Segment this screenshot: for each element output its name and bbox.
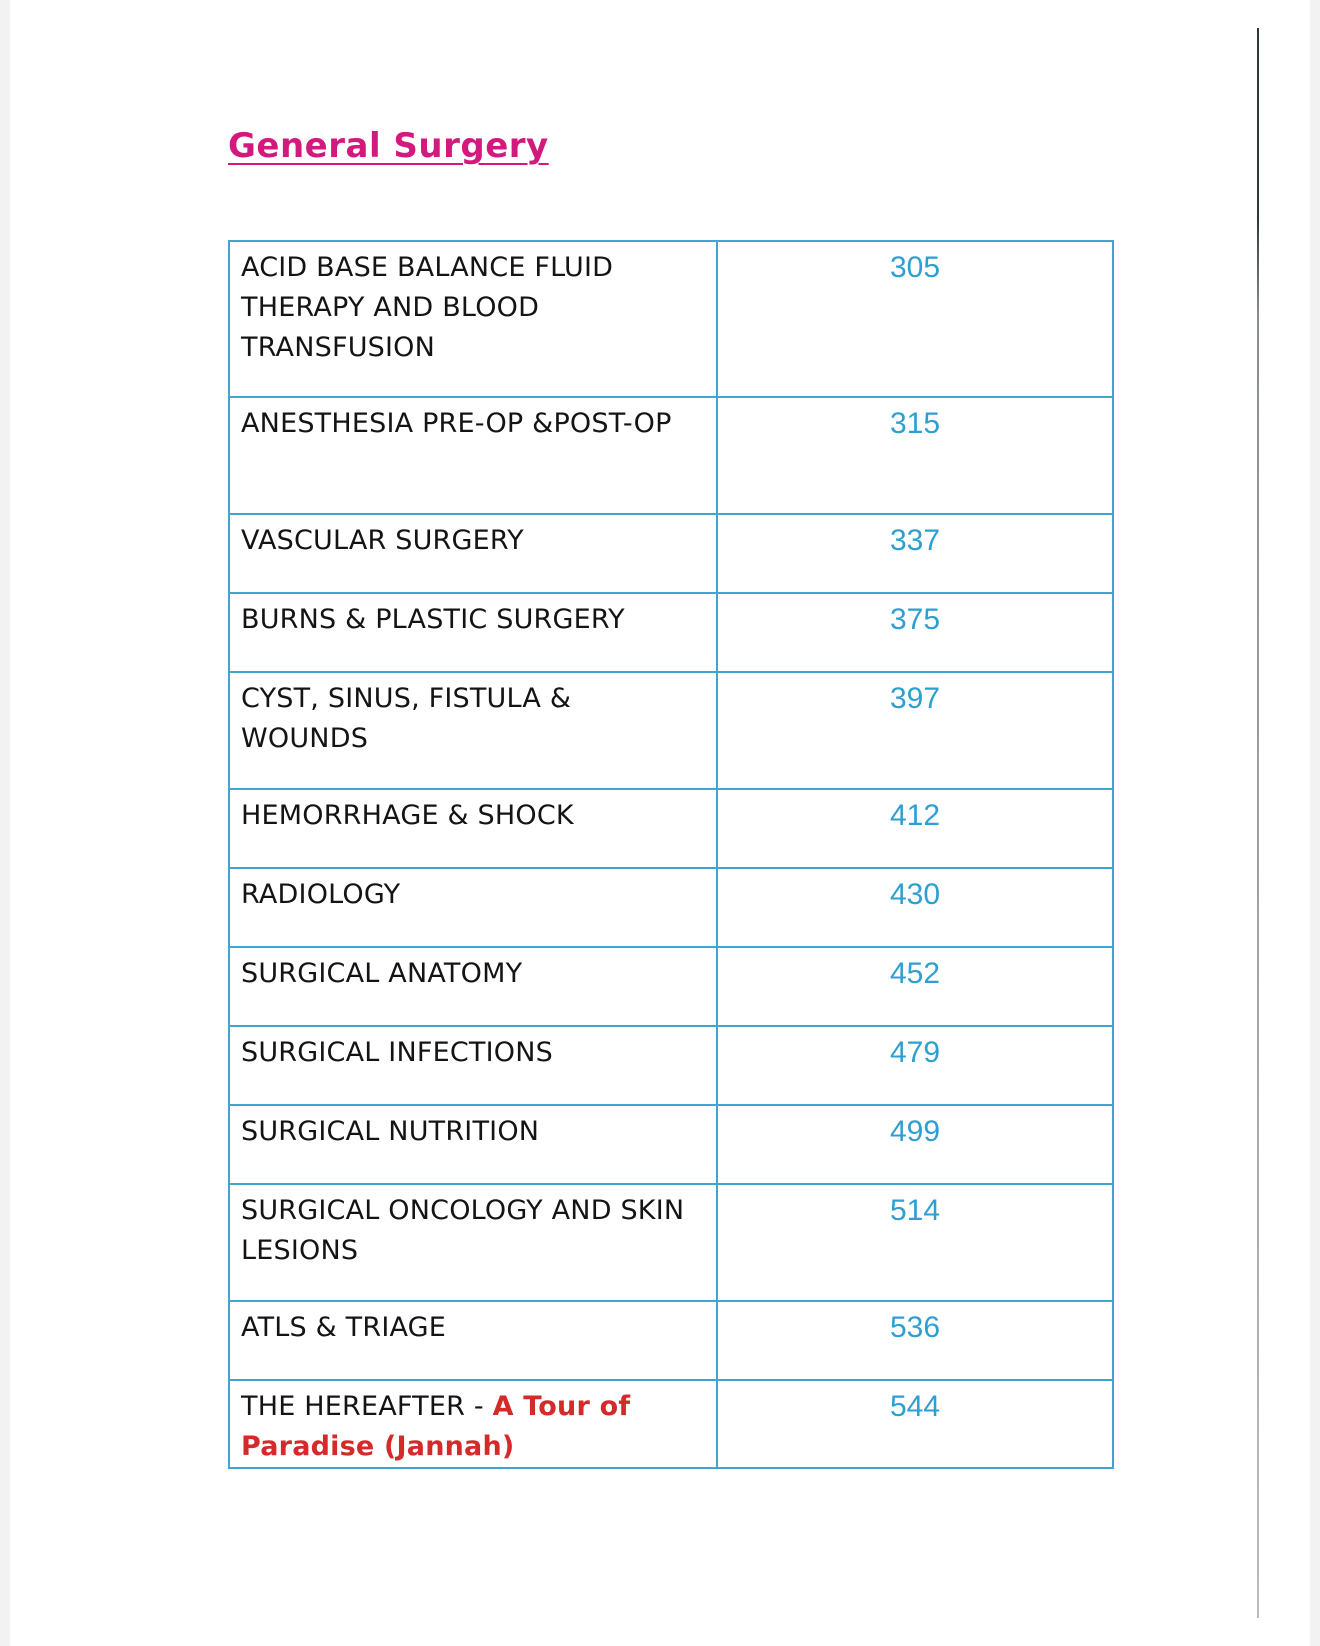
page-number-cell: 452	[717, 947, 1113, 1026]
page-number-cell: 499	[717, 1105, 1113, 1184]
table-row	[229, 1184, 1113, 1301]
topic-cell: ACID BASE BALANCE FLUID THERAPY AND BLOOD TRANSFUSION	[229, 241, 717, 397]
table-row	[229, 789, 1113, 868]
topic-cell: ANESTHESIA PRE-OP &POST-OP	[229, 397, 717, 514]
table-row	[229, 672, 1113, 789]
page-number-cell: 337	[717, 514, 1113, 593]
table-row	[229, 1026, 1113, 1105]
page-number-cell: 514	[717, 1184, 1113, 1301]
topic-cell	[229, 1380, 717, 1468]
page-number-cell: 375	[717, 593, 1113, 672]
table-row	[229, 241, 1113, 397]
page-number-cell: 536	[717, 1301, 1113, 1380]
topic-highlight: A Tour of Paradise (Jannah)	[241, 1391, 631, 1462]
table-row	[229, 514, 1113, 593]
contents-table	[228, 240, 1114, 1469]
topic-cell: SURGICAL INFECTIONS	[229, 1026, 717, 1105]
topic-cell: RADIOLOGY	[229, 868, 717, 947]
page-number-cell: 544	[717, 1380, 1113, 1468]
table-row	[229, 1301, 1113, 1380]
document-page	[10, 0, 1310, 1646]
table-row	[229, 947, 1113, 1026]
section-heading: General Surgery	[228, 126, 549, 166]
topic-text: THE HEREAFTER -	[241, 1391, 493, 1422]
topic-cell: SURGICAL NUTRITION	[229, 1105, 717, 1184]
page-number-cell: 430	[717, 868, 1113, 947]
page-number-cell: 305	[717, 241, 1113, 397]
page-edge-line	[1257, 28, 1259, 1618]
topic-cell: ATLS & TRIAGE	[229, 1301, 717, 1380]
table-row	[229, 593, 1113, 672]
topic-cell: CYST, SINUS, FISTULA & WOUNDS	[229, 672, 717, 789]
page-number-cell: 479	[717, 1026, 1113, 1105]
topic-cell: VASCULAR SURGERY	[229, 514, 717, 593]
table-row	[229, 397, 1113, 514]
topic-cell: SURGICAL ANATOMY	[229, 947, 717, 1026]
table-row	[229, 1105, 1113, 1184]
topic-cell: SURGICAL ONCOLOGY AND SKIN LESIONS	[229, 1184, 717, 1301]
topic-cell: HEMORRHAGE & SHOCK	[229, 789, 717, 868]
page-number-cell: 315	[717, 397, 1113, 514]
page-number-cell: 412	[717, 789, 1113, 868]
topic-cell: BURNS & PLASTIC SURGERY	[229, 593, 717, 672]
table-row	[229, 1380, 1113, 1468]
table-row	[229, 868, 1113, 947]
page-number-cell: 397	[717, 672, 1113, 789]
